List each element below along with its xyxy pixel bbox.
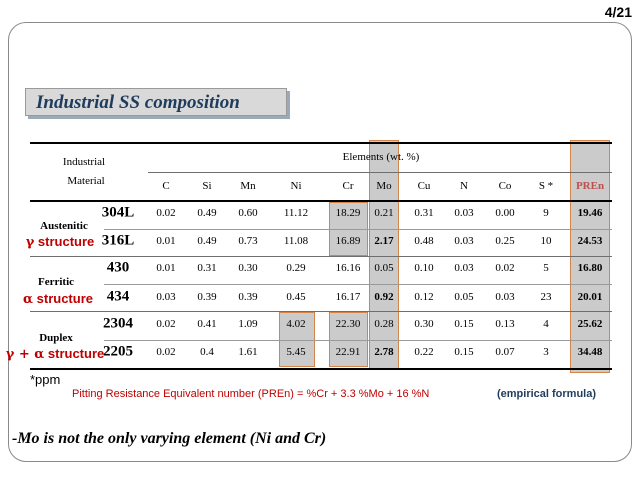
table-cell: 2.17 <box>374 235 394 247</box>
table-cell: 0.03 <box>454 262 474 274</box>
grade-label: 316L <box>101 232 135 249</box>
table-cell: 0.28 <box>374 318 394 330</box>
material-header-2: Material <box>67 175 105 187</box>
table-cell: 16.89 <box>335 235 361 247</box>
header-bottom-rule <box>30 200 612 202</box>
table-top-rule <box>30 142 612 144</box>
group-name: Ferritic <box>37 276 75 288</box>
table-cell: 0.10 <box>414 262 434 274</box>
table-cell: 0.60 <box>238 207 258 219</box>
structure-text: structure <box>33 291 93 306</box>
column-header: Cr <box>342 180 354 192</box>
grade-label: 434 <box>106 288 130 305</box>
table-cell: 16.80 <box>577 262 603 274</box>
grade-label: 2304 <box>103 315 133 332</box>
column-header: Mn <box>240 180 256 192</box>
structure-label <box>23 291 93 307</box>
row-rule-3 <box>104 340 612 341</box>
table-cell: 0.39 <box>238 291 258 303</box>
table-cell: 0.00 <box>495 207 515 219</box>
column-header: Ni <box>290 180 302 192</box>
column-header: Si <box>202 180 212 192</box>
slide-title: Industrial SS composition <box>36 92 240 113</box>
table-cell: 0.12 <box>414 291 434 303</box>
table-cell: 0.02 <box>156 346 176 358</box>
table-cell: 0.48 <box>414 235 434 247</box>
table-cell: 1.61 <box>238 346 258 358</box>
table-cell: 11.12 <box>283 207 309 219</box>
formula-tag: (empirical formula) <box>497 388 597 400</box>
structure-symbol: γ <box>25 235 35 250</box>
table-cell: 0.73 <box>238 235 258 247</box>
grade-label: 430 <box>106 259 130 276</box>
table-cell: 0.03 <box>495 291 515 303</box>
table-cell: 23 <box>540 291 552 303</box>
table-cell: 18.29 <box>335 207 361 219</box>
table-cell: 0.29 <box>286 262 306 274</box>
column-header: Mo <box>376 180 392 192</box>
structure-text: structure <box>44 346 105 361</box>
table-cell: 0.15 <box>454 318 474 330</box>
material-header: Industrial <box>62 156 106 168</box>
table-cell: 0.01 <box>156 262 176 274</box>
table-cell: 0.92 <box>374 291 394 303</box>
table-cell: 0.4 <box>200 346 214 358</box>
table-cell: 0.03 <box>454 235 474 247</box>
pren-formula: Pitting Resistance Equivalent number (PREn) = %Cr + 3.3 %Mo + 16 %N <box>72 388 430 400</box>
table-cell: 0.31 <box>414 207 434 219</box>
table-cell: 0.02 <box>156 318 176 330</box>
row-rule-2 <box>104 284 612 285</box>
elements-header: Elements (wt. %) <box>342 151 420 163</box>
row-rule-1 <box>104 229 612 230</box>
table-cell: 0.30 <box>238 262 258 274</box>
table-cell: 0.22 <box>414 346 434 358</box>
table-cell: 4 <box>543 318 549 330</box>
header-mid-rule <box>148 172 612 173</box>
table-cell: 0.02 <box>495 262 515 274</box>
table-cell: 0.49 <box>197 207 217 219</box>
table-cell: 22.30 <box>335 318 361 330</box>
column-header: Co <box>498 180 512 192</box>
table-cell: 16.16 <box>335 262 361 274</box>
table-cell: 0.45 <box>286 291 306 303</box>
table-cell: 5.45 <box>286 346 306 358</box>
table-cell: 0.03 <box>454 207 474 219</box>
table-cell: 0.03 <box>156 291 176 303</box>
page-number: 4/21 <box>604 4 632 20</box>
table-cell: 0.05 <box>454 291 474 303</box>
group-name: Austenitic <box>40 220 88 232</box>
table-cell: 1.09 <box>238 318 258 330</box>
table-cell: 16.17 <box>335 291 361 303</box>
group-rule-1 <box>30 256 612 257</box>
table-cell: 24.53 <box>577 235 603 247</box>
table-cell: 0.15 <box>454 346 474 358</box>
table-cell: 25.62 <box>577 318 603 330</box>
table-cell: 0.39 <box>197 291 217 303</box>
ppm-note: *ppm <box>30 372 61 387</box>
table-cell: 0.02 <box>156 207 176 219</box>
column-header: Cu <box>417 180 431 192</box>
table-cell: 2.78 <box>374 346 394 358</box>
table-cell: 0.05 <box>374 262 394 274</box>
group-rule-2 <box>30 311 612 312</box>
table-cell: 22.91 <box>335 346 361 358</box>
table-cell: 11.08 <box>283 235 309 247</box>
table-cell: 10 <box>540 235 552 247</box>
structure-symbol: γ + α <box>5 347 45 362</box>
structure-symbol: α <box>23 292 34 307</box>
table-cell: 0.07 <box>495 346 515 358</box>
group-name: Duplex <box>39 332 73 344</box>
structure-label <box>26 234 95 250</box>
column-header: PREn <box>575 180 605 192</box>
table-cell: 19.46 <box>577 207 603 219</box>
column-header: S * <box>538 180 554 192</box>
table-cell: 0.01 <box>156 235 176 247</box>
structure-label <box>6 346 105 362</box>
grade-label: 304L <box>101 204 135 221</box>
column-header: C <box>162 180 170 192</box>
column-header: N <box>460 180 468 192</box>
table-cell: 0.13 <box>495 318 515 330</box>
table-cell: 0.31 <box>197 262 217 274</box>
table-cell: 9 <box>543 207 549 219</box>
table-cell: 4.02 <box>286 318 306 330</box>
table-cell: 0.41 <box>197 318 217 330</box>
table-cell: 0.49 <box>197 235 217 247</box>
table-cell: 0.21 <box>374 207 394 219</box>
structure-text: structure <box>34 234 95 249</box>
table-cell: 20.01 <box>577 291 603 303</box>
table-bottom-rule <box>30 368 612 370</box>
table-cell: 34.48 <box>577 346 603 358</box>
table-cell: 0.25 <box>495 235 515 247</box>
table-cell: 3 <box>543 346 549 358</box>
table-cell: 5 <box>543 262 549 274</box>
table-cell: 0.30 <box>414 318 434 330</box>
grade-label: 2205 <box>103 343 133 360</box>
bottom-note: -Mo is not the only varying element (Ni and Cr) <box>12 430 327 447</box>
